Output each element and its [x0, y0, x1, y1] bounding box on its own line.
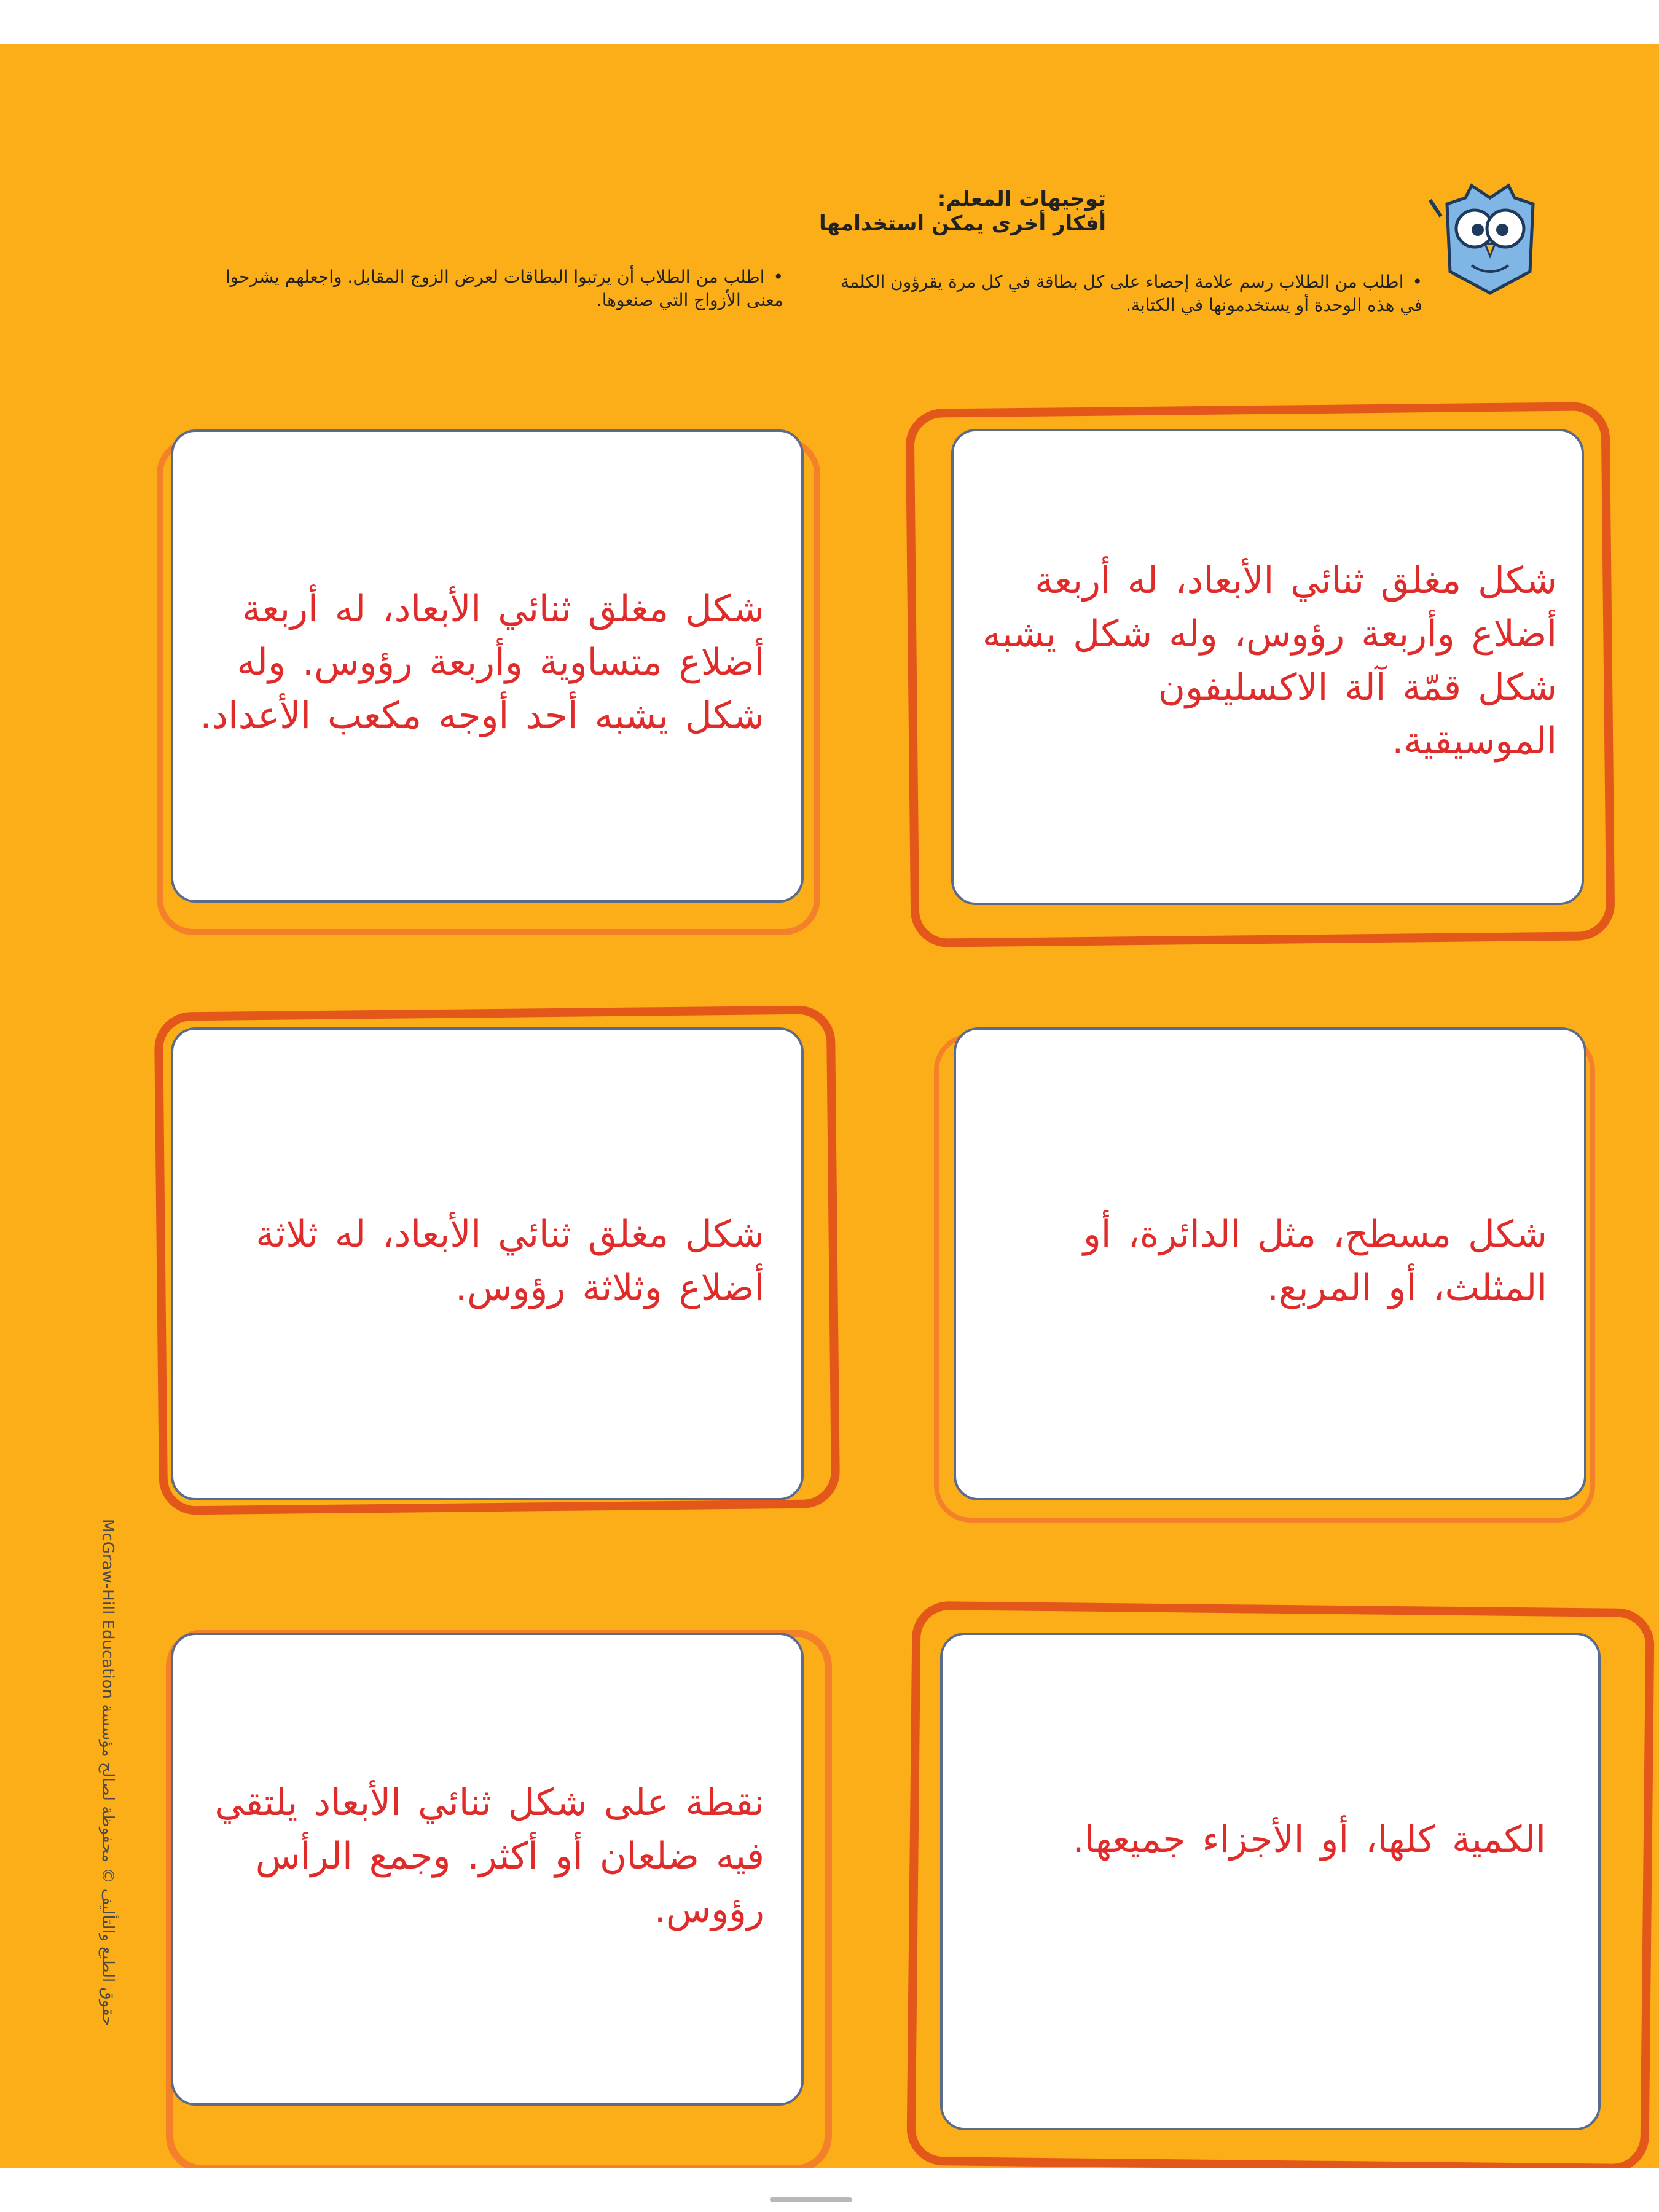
vocab-card-text: نقطة على شكل ثنائي الأبعاد يلتقي فيه ضلعان أو أكثر. وجمع الرأس رؤوس.	[214, 1781, 764, 1931]
teacher-title-line1: توجيهات المعلم:	[937, 187, 1106, 211]
vocab-card-text: شكل مغلق ثنائي الأبعاد، له أربعة أضلاع متساوية وأربعة رؤوس. وله شكل يشبه أحد أوجه مكعب الأعداد.	[200, 587, 764, 737]
vocab-card-text: شكل مغلق ثنائي الأبعاد، له أربعة أضلاع وأربعة رؤوس، وله شكل يشبه شكل قمّة آلة الاكسليفون الموسيقية.	[982, 559, 1557, 763]
vocab-card[interactable]	[171, 1027, 804, 1500]
teacher-tip-2-text: اطلب من الطلاب أن يرتبوا البطاقات لعرض الزوج المقابل. واجعلهم يشرحوا معنى الأزواج التي صنعوها.	[225, 267, 783, 310]
copyright-text: McGraw-Hill Education حقوق الطبع والتأليف © محفوظة لصالح مؤسسة	[98, 1519, 117, 2026]
teacher-tip-1-text: اطلب من الطلاب رسم علامة إحصاء على كل بطاقة في كل مرة يقرؤون الكلمة في هذه الوحدة أو يستخدمونها في الكتابة.	[841, 272, 1422, 315]
teacher-tip-2	[218, 265, 783, 312]
vocab-card-text: شكل مغلق ثنائي الأبعاد، له ثلاثة أضلاع وثلاثة رؤوس.	[256, 1213, 764, 1309]
vocab-card-text: شكل مسطح، مثل الدائرة، أو المثلث، أو المربع.	[1083, 1213, 1547, 1309]
teacher-directions-title	[819, 187, 1106, 236]
vocab-card[interactable]	[171, 429, 804, 903]
worksheet-page	[0, 44, 1659, 2168]
vocab-card-text: الكمية كلها، أو الأجزاء جميعها.	[1072, 1818, 1546, 1861]
vocab-card[interactable]	[940, 1633, 1601, 2130]
home-indicator[interactable]	[770, 2197, 852, 2202]
vocab-card[interactable]	[171, 1633, 804, 2106]
vocab-card[interactable]	[954, 1027, 1586, 1500]
owl-mascot-icon	[1429, 179, 1551, 296]
teacher-tip-1	[833, 270, 1422, 317]
bullet-icon: •	[1412, 272, 1422, 292]
teacher-title-line2: أفكار أخرى يمكن استخدامها	[819, 211, 1106, 236]
bullet-icon: •	[773, 267, 783, 287]
vocab-card[interactable]	[951, 429, 1584, 905]
